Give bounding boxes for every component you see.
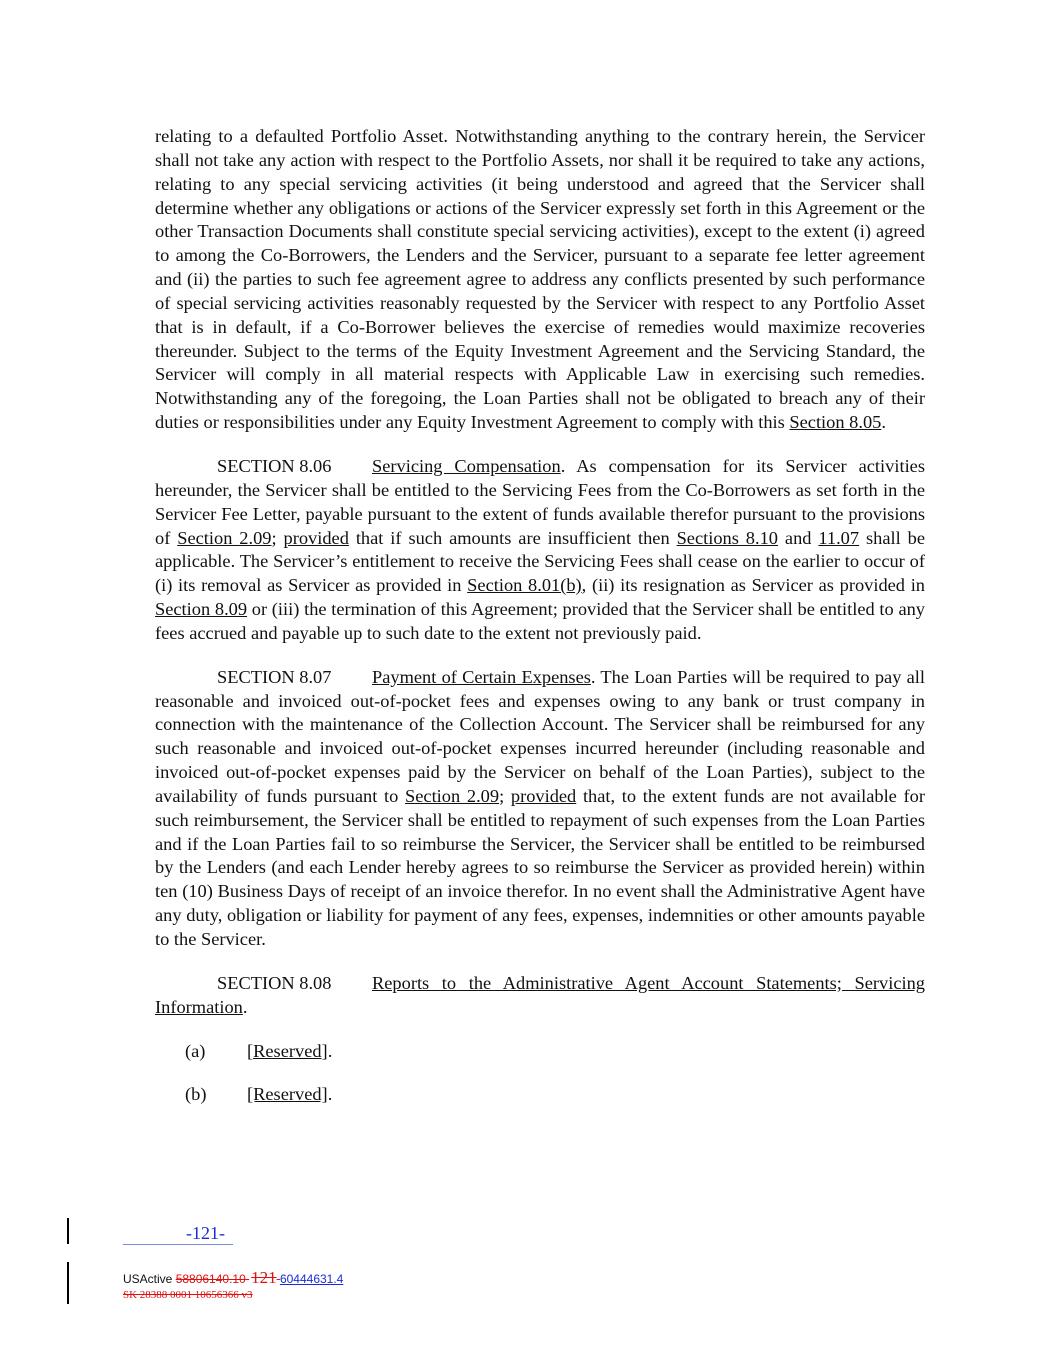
footer-prefix: USActive — [123, 1272, 176, 1286]
section-reference[interactable]: Section 8.05 — [789, 412, 882, 433]
document-footer — [123, 1268, 343, 1288]
section-reference[interactable]: Sections 8.10 — [676, 527, 778, 548]
section-title: Servicing Compensation — [372, 455, 561, 476]
section-title: Payment of Certain Expenses — [372, 666, 591, 687]
change-bar — [67, 1218, 69, 1244]
paragraph-continuation: relating to a defaulted Portfolio Asset. Notwithstanding anything to the contrary herein, the Servicer shall not take any action with respect to the Portfolio Assets, nor shall it be required to take any actions, relating to any special servicing activities (it being understood and agreed that the Servicer shall determine whether any obligations or actions of the Servicer expressly set forth in this Agreement or the other Transaction Documents shall constitute special servicing activities), except to the extent (i) agreed to among the Co-Borrowers, the Lenders and the Servicer, pursuant to a separate fee letter agreement and (ii) the parties to such fee agreement agree to address any conflicts presented by such performance of special servicing activities reasonably requested by the Servicer with respect to any Portfolio Asset that is in default, if a Co-Borrower believes the exercise of remedies would maximize recoveries thereunder. Subject to the terms of the Equity Investment Agreement and the Servicing Standard, the Servicer will comply in all material respects with Applicable Law in exercising such remedies. Notwithstanding any of the foregoing, the Loan Parties shall not be obligated to breach any of their duties or responsibilities under any Equity Investment Agreement to comply with this Section 8.05. — [155, 126, 925, 433]
section-reference[interactable]: Section 8.09 — [155, 599, 248, 620]
section-8-08: SECTION 8.08 Reports to the Administrative Agent Account Statements; Servicing Information. — [155, 972, 925, 1017]
section-reference[interactable]: Section 2.09 — [405, 785, 500, 806]
section-8-07: SECTION 8.07 Payment of Certain Expenses. The Loan Parties will be required to pay all reasonable and invoiced out-of-pocket fees and expenses owing to any bank or trust company in connection with the maintenance of the Collection Account. The Servicer shall be reimbursed for any such reasonable and invoiced out-of-pocket expenses incurred hereunder (including reasonable and invoiced out-of-pocket expenses paid by the Servicer on behalf of the Loan Parties), subject to the availability of funds pursuant to Section 2.09; provided that, to the extent funds are not available for such reimbursement, the Servicer shall be entitled to repayment of such expenses from the Loan Parties and if the Loan Parties fail to so reimburse the Servicer, the Servicer shall be entitled to be reimbursed by the Lenders (and each Lender hereby agrees to so reimburse the Servicer as provided herein) within ten (10) Business Days of receipt of an invoice therefor. In no event shall the Administrative Agent have any duty, obligation or liability for payment of any fees, expenses, indemnities or other amounts payable to the Servicer. — [155, 666, 925, 949]
deleted-doc-id: 58806140.10 — [175, 1272, 246, 1286]
document-page — [155, 125, 925, 1127]
change-bar — [67, 1262, 69, 1304]
section-reference[interactable]: 11.07 — [818, 527, 860, 548]
section-title: Reports to the Administrative Agent Account Statements; Servicing Information — [155, 972, 925, 1017]
defined-term: provided — [510, 785, 577, 806]
section-label: SECTION 8.06 — [217, 455, 332, 476]
list-item: (b) [Reserved]. — [185, 1084, 333, 1105]
section-label: SECTION 8.08 — [217, 972, 332, 993]
section-8-06: SECTION 8.06 Servicing Compensation. As compensation for its Servicer activities hereunder, the Servicer shall be entitled to the Servicing Fees from the Co-Borrowers as set forth in the Servicer Fee Letter, payable pursuant to the extent of funds available therefor pursuant to the provisions of Section 2.09; provided that if such amounts are insufficient then Sections 8.10 and 11.07 shall be applicable. The Servicer’s entitlement to receive the Servicing Fees shall cease on the earlier to occur of (i) its removal as Servicer as provided in Section 8.01(b), (ii) its resignation as Servicer as provided in Section 8.09 or (iii) the termination of this Agreement; provided that the Servicer shall be entitled to any fees accrued and payable up to such date to the extent not previously paid. — [155, 455, 926, 643]
inserted-doc-id: 60444631.4 — [279, 1272, 344, 1286]
defined-term: provided — [283, 527, 349, 548]
deleted-page-number: 121 — [251, 1268, 277, 1287]
section-label: SECTION 8.07 — [217, 666, 332, 687]
deleted-footer-line: SK 28388 0001 10656366 v3 — [123, 1289, 253, 1301]
list-item: (a) [Reserved]. — [185, 1040, 333, 1061]
page-number: -121- — [123, 1222, 233, 1245]
section-reference[interactable]: Section 8.01(b) — [467, 575, 582, 596]
section-reference[interactable]: Section 2.09 — [177, 527, 272, 548]
